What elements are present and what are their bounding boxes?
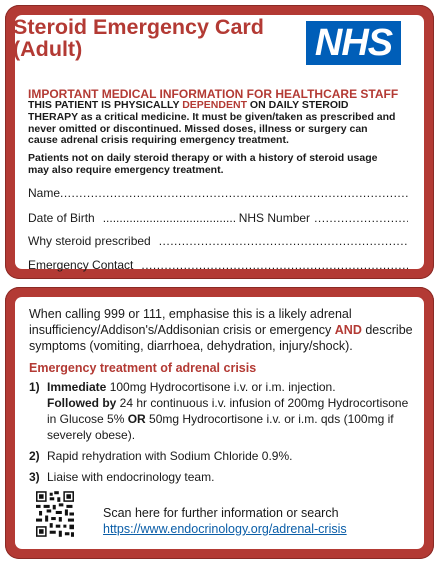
dob-label: Date of Birth [28,211,95,225]
dob-nhs-row [28,211,408,225]
subheading: IMPORTANT MEDICAL INFORMATION FOR HEALTHCARE STAFF [28,87,399,101]
step-text: Rapid rehydration with Sodium Chloride 0.9%. [47,449,293,463]
nhs-logo: NHS [306,21,401,65]
emergency-contact-label: Emergency Contact [28,258,134,272]
nhs-number-label: NHS Number [238,211,311,225]
step-or: OR [127,412,146,426]
emergency-contact-field[interactable] [28,258,408,272]
call-instructions [29,306,421,354]
nhs-number-field[interactable] [314,211,408,225]
card-title: Steroid Emergency Card (Adult) [13,15,264,61]
treatment-title: Emergency treatment of adrenal crisis [29,361,257,375]
warning-note: Patients not on daily steroid therapy or with a history of steroid usage may also require emergency treatment. [28,152,378,176]
step-alternative-text: 50mg Hydrocortisone i.v. or i.m. qds (100mg if severely obese). [47,412,394,442]
warning-part1: THIS PATIENT IS PHYSICALLY [28,99,183,111]
step-number: 2) [29,449,40,463]
warning-dependent: DEPENDENT [182,99,247,111]
adrenal-crisis-link[interactable]: https://www.endocrinology.org/adrenal-crisis [103,522,347,536]
intro-part2: describe symptoms (vomiting, diarrhoea, dehydration, injury/shock). [29,323,413,353]
warning-part2: ON DAILY STEROID THERAPY as a critical medicine. It must be given/taken as prescribed and never omitted or discontinued. Missed doses, illness or surgery can cause adrenal crisis requiring emergency treatment. [28,99,396,147]
treatment-step [29,469,419,485]
intro-part1: When calling 999 or 111, emphasise this is a likely adrenal insufficiency/Addison's/Addisonian crisis or emergency [29,307,352,337]
treatment-steps [29,379,419,490]
scan-text: Scan here for further information or search [103,506,339,520]
step-text: Liaise with endocrinology team. [47,470,215,484]
why-field[interactable] [28,234,408,248]
name-label: Name [28,186,61,200]
dob-field[interactable] [103,211,235,225]
scan-info [103,505,347,537]
why-label: Why steroid prescribed [28,234,151,248]
step-immediate: Immediate [47,380,107,394]
treatment-step [29,379,419,443]
step-followed-by: Followed by [47,396,117,410]
name-field[interactable] [28,186,408,200]
dependency-warning [28,100,398,147]
step-number: 3) [29,470,40,484]
step-infusion-text: 24 hr continuous i.v. infusion of 200mg Hydrocortisone in Glucose 5% [47,396,409,426]
step-immediate-text: 100mg Hydrocortisone i.v. or i.m. injection. [106,380,336,394]
intro-and: AND [334,323,362,337]
step-number: 1) [29,380,40,394]
treatment-step [29,448,419,464]
qr-code-icon[interactable] [36,491,74,537]
